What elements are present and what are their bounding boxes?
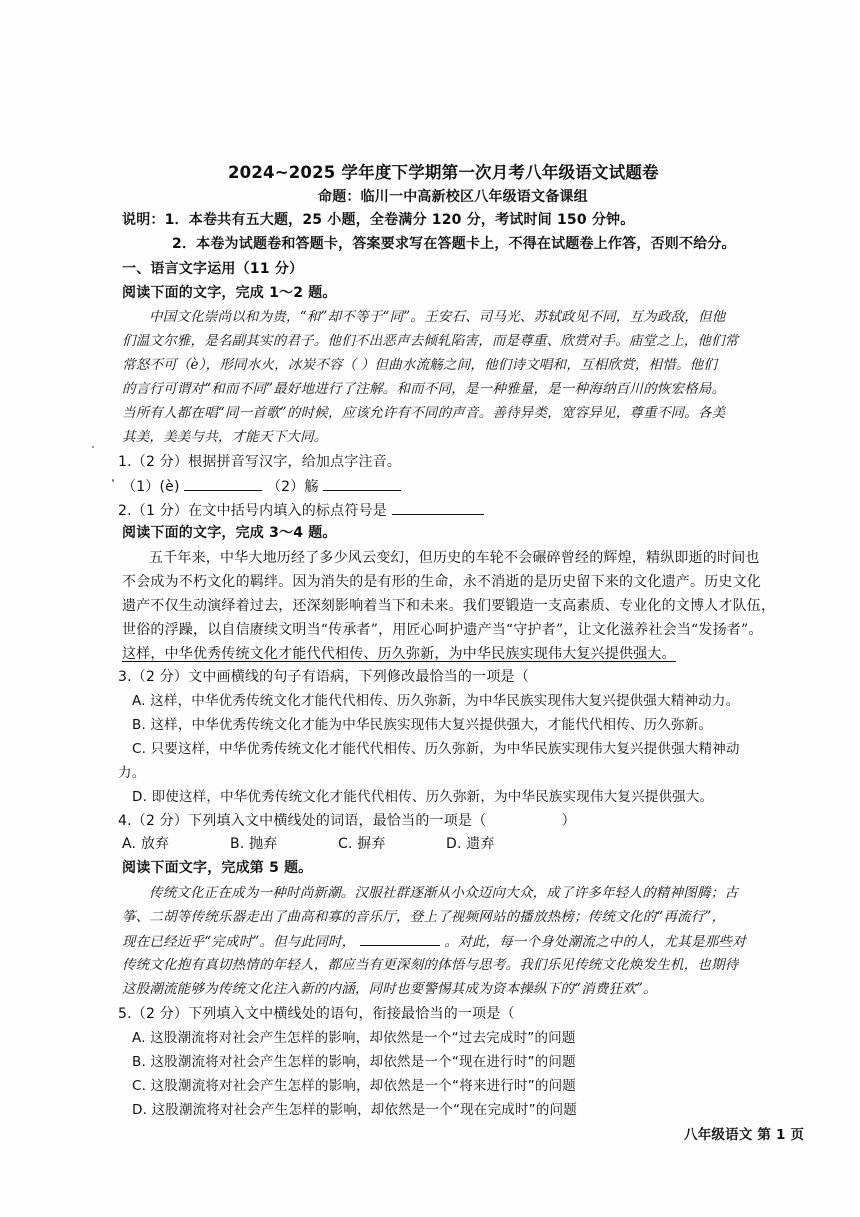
question-3-option-d: D. 即使这样，中华优秀传统文化才能代代相传、历久弥新，为中华民族实现伟大复兴提供强大。 [132, 789, 714, 805]
question-4 [118, 811, 576, 831]
passage3-line: 传统文化抱有真切热情的年轻人，都应当有更深刻的体悟与思考。我们乐见传统文化焕发生机，也期待 [122, 957, 739, 973]
question-4-option-a: A. 放弃 [122, 836, 170, 852]
question-1-items [122, 476, 401, 497]
reading-heading-2: 阅读下面的文字，完成 3～4 题。 [122, 525, 337, 541]
passage2-line: 五千年来，中华大地历经了多少风云变幻，但历史的车轮不会碾碎曾经的辉煌，精纵即逝的时间也 [149, 550, 760, 566]
passage2-line: 世俗的浮躁，以自信赓续文明当“传承者”，用匠心呵护遗产当“守护者”，让文化滋养社会当“发扬者”。 [122, 622, 763, 638]
question-5-option-d: D. 这股潮流将对社会产生怎样的影响，却依然是一个“现在完成时”的问题 [132, 1102, 577, 1118]
passage3-line: 筝、二胡等传统乐器走出了曲高和寡的音乐厅，登上了视频网站的播放热榜；传统文化的“再流行”， [122, 909, 726, 925]
exam-author: 命题：临川一中高新校区八年级语文备课组 [318, 189, 588, 205]
question-3-option-c: C. 只要这样，中华优秀传统文化才能代代相传、历久弥新，为中华民族实现伟大复兴提供强大精神动 [132, 741, 740, 757]
passage3-line: 传统文化正在成为一种时尚新潮。汉服社群逐渐从小众迈向大众，成了许多年轻人的精神图腾；古 [149, 885, 739, 901]
passage3-segment: 现在已经近乎“完成时”。但与此同时， [122, 934, 356, 950]
question-2-text: 2.（1 分）在文中括号内填入的标点符号是 [118, 503, 387, 519]
question-4-option-d: D. 遗弃 [446, 836, 495, 852]
passage3-line [122, 931, 746, 952]
question-1-item-b: （2）觞 [266, 479, 319, 495]
reading-heading-1: 阅读下面的文字，完成 1～2 题。 [122, 285, 337, 301]
passage2-line: 遗产不仅生动演绎着过去，还深刻影响着当下和未来。我们要锻造一支高素质、专业化的文博人才队伍， [122, 598, 776, 614]
passage1-line: 当所有人都在唱“同一首歌”的时候，应该允许有不同的声音。善待异类，宽容异见，尊重不同。各美 [122, 405, 726, 421]
passage3-line: 这股潮流能够为传统文化注入新的内涵，同时也要警惕其成为资本操纵下的“消费狂欢”。 [122, 981, 657, 997]
passage1-line: 的言行可谓对“和而不同”最好地进行了注解。和而不同，是一种雅量，是一种海纳百川的恢宏格局。 [122, 381, 726, 397]
question-2 [118, 500, 484, 521]
exam-title: 2024~2025 学年度下学期第一次月考八年级语文试题卷 [228, 163, 659, 182]
question-3: 3.（2 分）文中画横线的句子有语病，下列修改最恰当的一项是（ [118, 669, 529, 685]
reading-heading-3: 阅读下面文字，完成第 5 题。 [122, 860, 313, 876]
passage1-line: 其美，美美与共，才能天下大同。 [122, 429, 328, 445]
question-5-option-a: A. 这股潮流将对社会产生怎样的影响，却依然是一个“过去完成时”的问题 [132, 1030, 576, 1046]
question-4-text: 4.（2 分）下列填入文中横线处的词语，最恰当的一项是（ [118, 813, 487, 829]
question-4-close: ） [561, 813, 576, 829]
passage2-line: 不会成为不朽文化的羁绊。因为消失的是有形的生命，永不消逝的是历史留下来的文化遗产。历史文化 [122, 574, 761, 590]
underlined-sentence: 这样，中华优秀传统文化才能代代相传、历久弥新，为中华民族实现伟大复兴提供强大。 [122, 646, 676, 662]
question-4-options [122, 834, 495, 854]
question-5-option-b: B. 这股潮流将对社会产生怎样的影响，却依然是一个“现在进行时”的问题 [132, 1054, 576, 1070]
scan-speck [92, 446, 94, 448]
page-footer: 八年级语文 第 1 页 [684, 1127, 805, 1143]
question-4-option-c: C. 摒弃 [338, 836, 386, 852]
answer-blank [184, 476, 262, 491]
passage3-segment: 。对此，每一个身处潮流之中的人，尤其是那些对 [444, 934, 746, 950]
answer-blank [392, 500, 484, 515]
passage1-line: 常怒不可（è），形同水火，冰炭不容（ ）但曲水流觞之间，他们诗文唱和，互相欣赏，相惜。他们 [122, 357, 718, 373]
scan-speck [112, 479, 114, 482]
instructions-line-2: 2．本卷为试题卷和答题卡，答案要求写在答题卡上，不得在试题卷上作答，否则不给分。 [172, 236, 736, 252]
instructions-line-1: 说明：1．本卷共有五大题，25 小题，全卷满分 120 分，考试时间 150 分钟。 [122, 212, 635, 228]
question-3-option-b: B. 这样，中华优秀传统文化才能为中华民族实现伟大复兴提供强大，才能代代相传、历久弥新。 [132, 717, 713, 733]
passage1-line: 们温文尔雅，是名副其实的君子。他们不出恶声去倾轧陷害，而是尊重、欣赏对手。庙堂之上，他们常 [122, 333, 739, 349]
question-4-option-b: B. 抛弃 [230, 836, 278, 852]
answer-blank [323, 476, 401, 491]
question-5-option-c: C. 这股潮流将对社会产生怎样的影响，却依然是一个“将来进行时”的问题 [132, 1078, 576, 1094]
passage1-line: 中国文化崇尚以和为贵，“和”却不等于“同”。王安石、司马光、苏轼政见不同，互为政敌，但他 [149, 309, 726, 325]
section-heading: 一、语言文字运用（11 分） [122, 261, 304, 277]
question-5: 5.（2 分）下列填入文中横线处的语句，衔接最恰当的一项是（ [118, 1006, 515, 1022]
question-3-option-a: A. 这样，中华优秀传统文化才能代代相传、历久弥新，为中华民族实现伟大复兴提供强大精神动力。 [132, 693, 740, 709]
question-3-option-c-cont: 力。 [118, 765, 146, 781]
question-1-item-a: （1）(è) [122, 479, 180, 495]
question-1: 1.（2 分）根据拼音写汉字，给加点字注音。 [118, 454, 402, 470]
answer-blank [360, 931, 440, 946]
